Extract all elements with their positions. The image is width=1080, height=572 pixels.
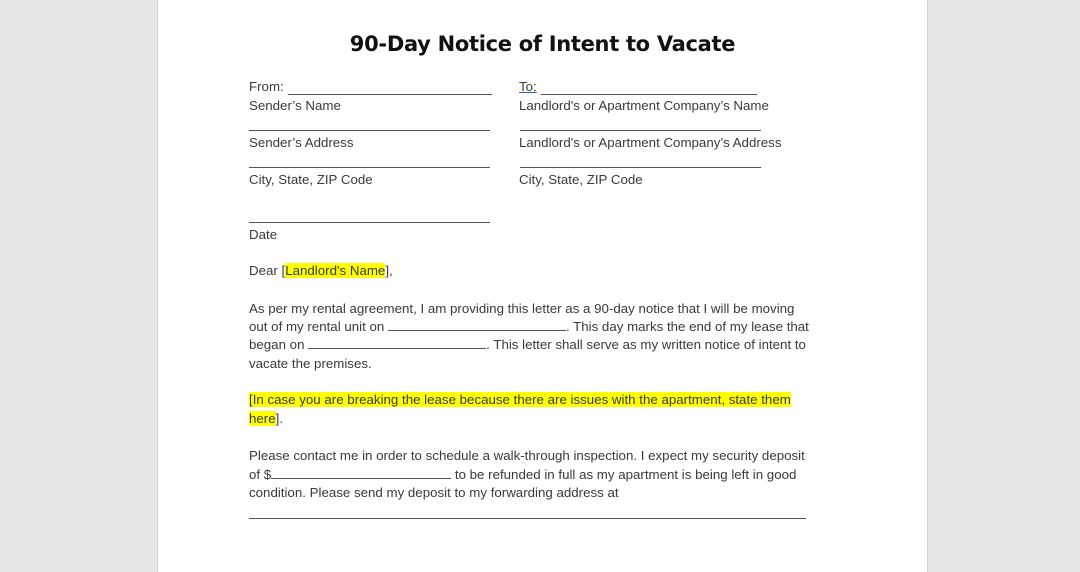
greeting-suffix: ], (385, 263, 393, 278)
paragraph-1-line-1: As per my rental agreement, I am providing this letter as a 90-day notice that I will be moving (249, 301, 795, 316)
highlight-note-text[interactable]: [In case you are breaking the lease because there are issues with the apartment, state them (249, 392, 791, 407)
paragraph-2-line-1: Please contact me in order to schedule a walk-through inspection. I expect my security deposit (249, 448, 805, 463)
move-out-date-blank[interactable] (388, 318, 566, 331)
highlight-note-line-1 (249, 391, 791, 410)
landlord-address-blank-line[interactable] (520, 130, 761, 131)
paragraph-2-line-2-text-a: of $ (249, 467, 272, 482)
paragraph-2-line-3: condition. Please send my deposit to my forwarding address at (249, 485, 619, 500)
date-label: Date (249, 227, 278, 242)
highlight-note-end: ]. (275, 411, 284, 426)
paragraph-1-line-2-text-a: out of my rental unit on (249, 319, 385, 334)
landlord-name-placeholder[interactable]: Landlord's Name (285, 263, 386, 278)
paragraph-2-line-2-text-b: to be refunded in full as my apartment is being left in good (451, 467, 797, 482)
paragraph-1-line-2-text-b: . This day marks the end of my lease that (565, 319, 809, 334)
from-blank-line[interactable] (288, 94, 492, 95)
to-blank-line[interactable] (541, 94, 757, 95)
paragraph-1-line-3-text-b: . This letter shall serve as my written notice of intent to (486, 337, 806, 352)
deposit-amount-blank[interactable] (271, 466, 451, 479)
landlord-address-label: Landlord's or Apartment Company’s Address (519, 135, 782, 150)
paragraph-2-line-2 (249, 466, 796, 485)
document-title: 90-Day Notice of Intent to Vacate (349, 32, 736, 56)
landlord-city-blank-line[interactable] (520, 167, 761, 168)
paragraph-1-line-3-text-a: began on (249, 337, 305, 352)
landlord-name-label: Landlord's or Apartment Company’s Name (519, 98, 769, 113)
sender-name-label: Sender’s Name (249, 98, 341, 113)
date-blank-line[interactable] (249, 222, 490, 223)
sender-city-blank-line[interactable] (249, 167, 490, 168)
lease-start-date-blank[interactable] (308, 336, 486, 349)
to-label: To: (519, 79, 537, 94)
document-page (157, 0, 928, 572)
sender-city-label: City, State, ZIP Code (249, 172, 373, 187)
greeting (249, 262, 393, 281)
greeting-prefix: Dear [ (249, 263, 286, 278)
sender-address-label: Sender’s Address (249, 135, 354, 150)
forwarding-address-blank-line[interactable] (249, 518, 806, 519)
highlight-note-line-2 (249, 410, 283, 429)
landlord-city-label: City, State, ZIP Code (519, 172, 643, 187)
paragraph-1-line-3 (249, 336, 806, 355)
from-label: From: (249, 79, 284, 94)
highlight-note-here[interactable]: here (249, 411, 276, 426)
paragraph-1-line-4: vacate the premises. (249, 356, 372, 371)
sender-address-blank-line[interactable] (249, 130, 490, 131)
paragraph-1-line-2 (249, 318, 809, 337)
